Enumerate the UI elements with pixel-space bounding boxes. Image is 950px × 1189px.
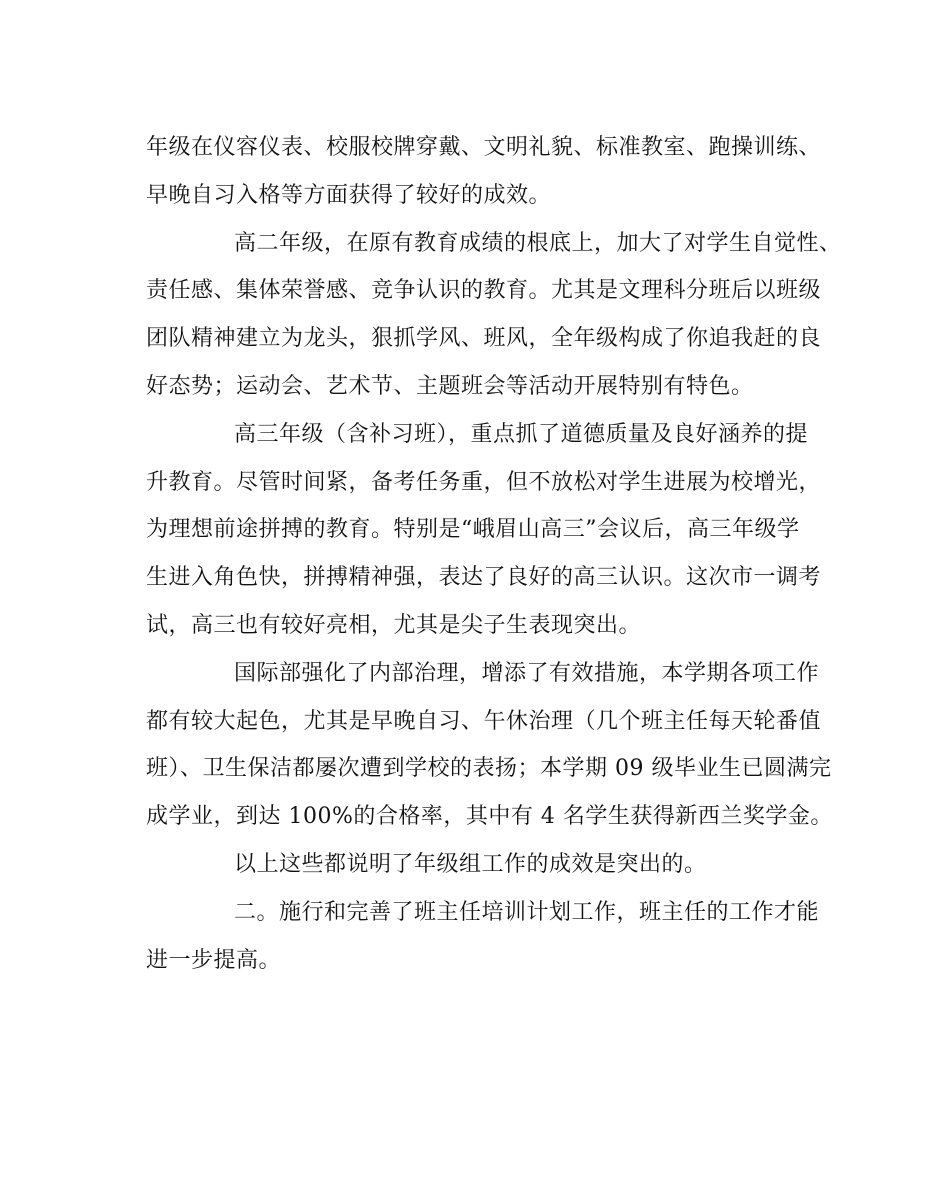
text-line: 都有较大起色，尤其是早晚自习、午休治理（几个班主任每天轮番值 [146, 708, 822, 734]
text-line: 早晚自习入格等方面获得了较好的成效。 [146, 182, 552, 208]
text-line: 责任感、集体荣誉感、竞争认识的教育。尤其是文理科分班后以班级 [146, 278, 822, 304]
text-line: 团队精神建立为龙头，狠抓学风、班风，全年级构成了你追我赶的良 [146, 326, 822, 352]
paragraph-start-line: 国际部强化了内部治理，增添了有效措施，本学期各项工作 [234, 660, 820, 686]
paragraph-start-line: 以上这些都说明了年级组工作的成效是突出的。 [234, 851, 707, 877]
text-line: 成学业，到达 100%的合格率，其中有 4 名学生获得新西兰奖学金。 [146, 804, 833, 830]
text-line: 进一步提高。 [146, 947, 282, 973]
paragraph-start-line: 高三年级（含补习班），重点抓了道德质量及良好涵养的提 [234, 421, 809, 447]
text-line: 班）、卫生保洁都屡次遭到学校的表扬；本学期 09 级毕业生已圆满完 [146, 756, 832, 782]
paragraph-start-line: 二。施行和完善了班主任培训计划工作，班主任的工作才能 [234, 899, 820, 925]
text-line: 生进入角色快，拼搏精神强，表达了良好的高三认识。这次市一调考 [146, 565, 822, 591]
text-line: 为理想前途拼搏的教育。特别是“峨眉山高三”会议后，高三年级学 [146, 517, 800, 543]
text-line: 年级在仪容仪表、校服校牌穿戴、文明礼貌、标准教室、跑操训练、 [146, 135, 822, 160]
text-line: 升教育。尽管时间紧，备考任务重，但不放松对学生进展为校增光， [146, 469, 822, 495]
text-line: 试，高三也有较好亮相，尤其是尖子生表现突出。 [146, 612, 642, 638]
paragraph-start-line: 高二年级，在原有教育成绩的根底上，加大了对学生自觉性、 [234, 230, 842, 256]
text-line: 好态势；运动会、艺术节、主题班会等活动开展特别有特色。 [146, 373, 754, 399]
document-body [146, 124, 842, 984]
